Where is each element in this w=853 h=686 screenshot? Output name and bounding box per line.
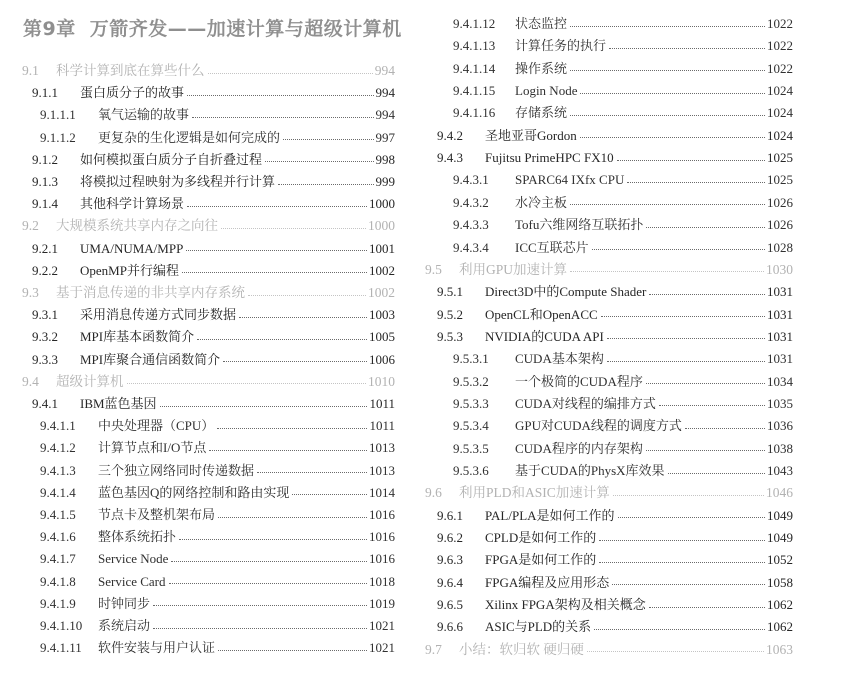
toc-entry-title: CUDA程序的内存架构	[515, 440, 643, 456]
toc-entry-number: 9.4.3.2	[453, 194, 489, 210]
toc-entry-page: 1000	[369, 196, 395, 212]
toc-entry[interactable]	[22, 371, 395, 393]
dot-leader	[239, 317, 367, 318]
dot-leader	[570, 271, 764, 272]
toc-entry-number: 9.2.1	[32, 240, 58, 256]
toc-entry-title: 一个极简的CUDA程序	[515, 373, 643, 389]
toc-entry-title: 大规模系统共享内存之向往	[56, 218, 218, 234]
toc-entry-title: IBM蓝色基因	[80, 396, 157, 411]
toc-entry[interactable]	[32, 238, 395, 260]
dot-leader	[570, 70, 765, 71]
chapter-name: 万箭齐发——加速计算与超级计算机	[89, 18, 402, 40]
toc-entry-title: Service Node	[98, 551, 169, 567]
toc-entry-number: 9.4.1.8	[40, 573, 76, 589]
toc-entry[interactable]	[32, 393, 395, 415]
toc-entry-page: 1000	[368, 218, 395, 234]
toc-entry[interactable]	[437, 125, 793, 147]
dot-leader	[580, 93, 765, 94]
toc-entry-number: 9.6.2	[437, 530, 463, 546]
toc-entry-page: 1049	[767, 530, 793, 546]
toc-entry-number: 9.4.1.2	[40, 440, 76, 456]
toc-entry-page: 1031	[767, 351, 793, 367]
toc-entry-page: 1038	[767, 440, 793, 456]
dot-leader	[153, 605, 367, 606]
toc-entry-number: 9.5.2	[437, 306, 463, 322]
toc-entry-number: 9.6.1	[437, 507, 463, 523]
toc-entry[interactable]	[453, 460, 793, 482]
toc-entry-page: 1062	[767, 619, 793, 635]
toc-entry[interactable]	[40, 104, 395, 126]
dot-leader	[646, 383, 765, 384]
toc-entry-page: 1031	[767, 306, 793, 322]
toc-entry-number: 9.5.3.5	[453, 440, 489, 456]
dot-leader	[153, 628, 367, 629]
dot-leader	[187, 206, 367, 207]
dot-leader	[208, 73, 373, 74]
toc-entry-title: 将模拟过程映射为多线程并行计算	[80, 174, 276, 189]
toc-entry[interactable]	[453, 393, 793, 415]
dot-leader	[601, 316, 765, 317]
toc-entry-title: 科学计算到底在算些什么	[56, 63, 205, 78]
toc-entry-number: 9.4.1.13	[453, 38, 496, 54]
toc-entry-title: MPI库基本函数简介	[80, 329, 195, 345]
dot-leader	[599, 540, 765, 541]
dot-leader	[649, 294, 765, 295]
toc-entry-title: 软件安装与用户认证	[98, 640, 216, 656]
toc-entry[interactable]	[22, 282, 395, 304]
toc-entry-number: 9.4.3.3	[453, 217, 489, 233]
toc-entry-page: 1013	[369, 440, 395, 456]
toc-entry-page: 1024	[767, 105, 793, 121]
toc-entry-page: 1036	[767, 418, 793, 434]
toc-entry[interactable]	[32, 82, 395, 104]
toc-entry-number: 9.4.1.4	[40, 484, 76, 500]
toc-entry-page: 1016	[369, 529, 395, 545]
toc-entry-number: 9.6.4	[437, 574, 463, 590]
toc-entry-number: 9.6.3	[437, 552, 463, 568]
toc-entry-title: 其他科学计算场景	[80, 196, 185, 212]
dot-leader	[278, 184, 373, 185]
dot-leader	[218, 517, 367, 518]
toc-entry-number: 9.4.3	[437, 150, 463, 166]
toc-entry-page: 1022	[767, 60, 793, 76]
toc-entry[interactable]	[453, 237, 793, 259]
toc-entry-title: 超级计算机	[56, 373, 124, 389]
toc-entry-title: 小结：软归软 硬归硬	[459, 641, 584, 657]
toc-entry-page: 998	[375, 151, 395, 167]
toc-entry-page: 1052	[767, 552, 793, 568]
toc-entry-page: 1014	[369, 484, 395, 500]
dot-leader	[197, 339, 367, 340]
toc-entry-title: 更复杂的生化逻辑是如何完成的	[98, 129, 281, 145]
toc-entry[interactable]	[425, 259, 793, 281]
toc-entry[interactable]	[40, 415, 395, 437]
toc-entry-number: 9.1.4	[32, 196, 58, 212]
dot-leader	[218, 650, 367, 651]
toc-entry-page: 1002	[369, 262, 395, 278]
toc-entry-title: 利用GPU加速计算	[459, 261, 568, 277]
dot-leader	[612, 584, 765, 585]
toc-entry-page: 1006	[369, 351, 395, 367]
toc-entry-title: SPARC64 IXfx CPU	[515, 172, 625, 188]
dot-leader	[607, 338, 765, 339]
toc-entry[interactable]	[437, 572, 793, 594]
toc-entry-number: 9.1.1.2	[40, 129, 76, 145]
toc-entry-number: 9.6.6	[437, 619, 463, 635]
toc-entry-number: 9.5.3.6	[453, 463, 489, 478]
toc-entry-title: ASIC与PLD的关系	[485, 619, 592, 635]
dot-leader	[594, 629, 765, 630]
toc-entry[interactable]	[22, 215, 395, 237]
toc-entry-title: Direct3D中的Compute Shader	[485, 284, 647, 300]
toc-entry-page: 1005	[369, 329, 395, 345]
dot-leader	[187, 95, 373, 96]
dot-leader	[209, 450, 367, 451]
toc-entry-number: 9.4.1	[32, 396, 58, 411]
toc-entry-page: 1026	[767, 194, 793, 210]
chapter-number: 第9章	[23, 18, 76, 40]
toc-entry-page: 1019	[369, 595, 395, 611]
toc-entry-number: 9.1.3	[32, 174, 58, 189]
dot-leader	[570, 204, 765, 205]
toc-entry-title: MPI库聚合通信函数简介	[80, 351, 221, 367]
toc-entry[interactable]	[32, 193, 395, 215]
dot-leader	[283, 139, 373, 140]
toc-entry[interactable]	[437, 304, 793, 326]
toc-entry[interactable]	[453, 371, 793, 393]
toc-entry-number: 9.6.5	[437, 597, 463, 613]
dot-leader	[186, 250, 367, 251]
dot-leader	[613, 495, 764, 496]
toc-entry[interactable]	[22, 60, 395, 82]
dot-leader	[599, 562, 765, 563]
toc-entry-page: 1018	[369, 573, 395, 589]
dot-leader	[265, 161, 373, 162]
toc-entry-title: FPGA编程及应用形态	[485, 574, 610, 590]
toc-entry-page: 1024	[767, 83, 793, 99]
toc-entry-page: 997	[375, 129, 395, 145]
toc-entry-title: CUDA对线程的编排方式	[515, 395, 656, 411]
toc-entry-number: 9.4.2	[437, 127, 463, 143]
toc-entry-page: 1062	[767, 597, 793, 613]
toc-entry[interactable]	[40, 504, 395, 526]
toc-entry[interactable]	[437, 594, 793, 616]
toc-entry-title: 基于消息传递的非共享内存系统	[56, 285, 245, 300]
toc-entry-title: 蓝色基因Q的网络控制和路由实现	[98, 484, 290, 500]
toc-entry-title: 如何模拟蛋白质分子自折叠过程	[80, 151, 263, 167]
toc-entry-title: 节点卡及整机架布局	[98, 507, 216, 522]
toc-entry-number: 9.3.2	[32, 329, 58, 345]
toc-entry-title: 整体系统拓扑	[98, 529, 177, 545]
toc-entry-page: 1058	[767, 574, 793, 590]
toc-entry-title: Xilinx FPGA架构及相关概念	[485, 597, 646, 613]
toc-entry[interactable]	[32, 149, 395, 171]
toc-entry[interactable]	[453, 415, 793, 437]
toc-entry[interactable]	[40, 437, 395, 459]
toc-entry[interactable]	[437, 147, 793, 169]
toc-entry[interactable]	[453, 58, 793, 80]
toc-entry-title: CPLD是如何工作的	[485, 530, 597, 546]
toc-entry-number: 9.5.1	[437, 284, 463, 300]
toc-entry-number: 9.4.1.14	[453, 60, 496, 76]
toc-entry[interactable]	[40, 526, 395, 548]
toc-entry-number: 9.6	[425, 485, 442, 501]
dot-leader	[659, 405, 765, 406]
toc-entry-page: 1016	[369, 507, 395, 522]
dot-leader	[292, 494, 367, 495]
dot-leader	[580, 137, 765, 138]
toc-entry[interactable]	[32, 260, 395, 282]
toc-entry-page: 1030	[766, 261, 793, 277]
toc-entry[interactable]	[453, 214, 793, 236]
toc-entry-title: 利用PLD和ASIC加速计算	[459, 485, 610, 501]
toc-entry-title: UMA/NUMA/MPP	[80, 240, 184, 256]
dot-leader	[160, 406, 368, 407]
toc-entry[interactable]	[453, 80, 793, 102]
toc-entry-page: 999	[375, 174, 395, 189]
toc-entry-title: OpenMP并行编程	[80, 262, 179, 278]
toc-entry-number: 9.5.3.3	[453, 395, 489, 411]
dot-leader	[646, 450, 765, 451]
toc-entry-number: 9.4.1.10	[40, 618, 83, 633]
dot-leader	[685, 428, 765, 429]
toc-entry-title: OpenCL和OpenACC	[485, 306, 598, 322]
dot-leader	[570, 26, 765, 27]
toc-entry-title: Login Node	[515, 83, 578, 99]
toc-entry[interactable]	[40, 593, 395, 615]
toc-entry[interactable]	[437, 326, 793, 348]
toc-entry-page: 1016	[369, 551, 395, 567]
toc-entry[interactable]	[437, 616, 793, 638]
toc-entry[interactable]	[425, 482, 793, 504]
dot-leader	[182, 272, 367, 273]
toc-entry[interactable]	[453, 102, 793, 124]
dot-leader	[587, 651, 764, 652]
dot-leader	[171, 561, 367, 562]
dot-leader	[223, 361, 367, 362]
toc-entry[interactable]	[437, 549, 793, 571]
toc-entry-title: PAL/PLA是如何工作的	[485, 507, 615, 523]
toc-entry-number: 9.5	[425, 261, 442, 277]
toc-entry[interactable]	[453, 192, 793, 214]
toc-entry-page: 1025	[767, 172, 793, 188]
dot-leader	[618, 517, 765, 518]
toc-entry[interactable]	[425, 639, 793, 661]
toc-entry-page: 1049	[767, 507, 793, 523]
toc-entry-title: 状态监控	[515, 16, 568, 31]
dot-leader	[570, 115, 765, 116]
toc-entry-title: 蛋白质分子的故事	[80, 85, 185, 101]
dot-leader	[169, 583, 367, 584]
toc-entry-page: 1026	[767, 217, 793, 233]
toc-entry-number: 9.5.3.4	[453, 418, 489, 434]
toc-entry-page: 1001	[369, 240, 395, 256]
toc-entry[interactable]	[453, 35, 793, 57]
dot-leader	[127, 383, 367, 384]
dot-leader	[646, 227, 765, 228]
toc-entry[interactable]	[40, 482, 395, 504]
toc-entry-number: 9.2.2	[32, 262, 58, 278]
toc-entry-number: 9.4.1.12	[453, 16, 496, 31]
toc-entry-number: 9.1.2	[32, 151, 58, 167]
toc-entry-title: FPGA是如何工作的	[485, 552, 597, 568]
toc-entry-page: 1022	[767, 38, 793, 54]
toc-entry-title: 时钟同步	[98, 595, 151, 611]
toc-entry-title: 采用消息传递方式同步数据	[80, 307, 237, 323]
toc-entry-number: 9.4.1.6	[40, 529, 76, 545]
dot-leader	[649, 607, 765, 608]
toc-entry-number: 9.1.1.1	[40, 107, 76, 123]
toc-entry-page: 1022	[767, 16, 793, 31]
toc-entry[interactable]	[40, 637, 395, 659]
toc-entry-title: CUDA基本架构	[515, 351, 604, 367]
toc-entry-title: 氧气运输的故事	[98, 107, 190, 123]
toc-entry-number: 9.4.1.5	[40, 507, 76, 522]
toc-entry-page: 1063	[766, 641, 793, 657]
toc-entry-page: 1025	[767, 150, 793, 166]
toc-entry-number: 9.4.3.1	[453, 172, 489, 188]
toc-entry-number: 9.5.3.2	[453, 373, 489, 389]
toc-entry-title: 计算任务的执行	[515, 38, 607, 54]
toc-entry-number: 9.4.1.7	[40, 551, 76, 567]
toc-entry-page: 1021	[369, 618, 395, 633]
toc-entry[interactable]	[40, 615, 395, 637]
toc-entry[interactable]	[453, 348, 793, 370]
toc-entry-number: 9.4.1.3	[40, 462, 76, 478]
toc-entry-page: 1028	[767, 239, 793, 255]
toc-entry-title: ICC互联芯片	[515, 239, 589, 255]
toc-entry-title: Service Card	[98, 573, 166, 589]
toc-entry[interactable]	[437, 527, 793, 549]
toc-entry-number: 9.3	[22, 285, 39, 300]
toc-entry-number: 9.5.3	[437, 328, 463, 344]
toc-entry-title: 操作系统	[515, 60, 568, 76]
dot-leader	[217, 428, 367, 429]
toc-entry-page: 994	[375, 85, 395, 101]
toc-entry-number: 9.1	[22, 63, 39, 78]
toc-entry-number: 9.3.3	[32, 351, 58, 367]
dot-leader	[607, 361, 765, 362]
toc-entry-number: 9.4.1.1	[40, 418, 76, 434]
dot-leader	[592, 249, 765, 250]
toc-entry[interactable]	[40, 548, 395, 570]
dot-leader	[617, 160, 765, 161]
toc-entry-page: 1043	[767, 463, 793, 478]
dot-leader	[609, 48, 765, 49]
toc-entry[interactable]	[453, 169, 793, 191]
dot-leader	[192, 117, 373, 118]
toc-entry-page: 1011	[369, 418, 395, 434]
toc-entry[interactable]	[437, 505, 793, 527]
toc-entry-page: 994	[374, 63, 395, 78]
toc-entry-page: 1031	[767, 284, 793, 300]
toc-entry-page: 1035	[767, 395, 793, 411]
toc-entry-page: 1003	[369, 307, 395, 323]
toc-entry-title: 计算节点和I/O节点	[98, 440, 207, 456]
toc-entry[interactable]	[453, 13, 793, 35]
toc-entry-title: 中央处理器（CPU）	[98, 418, 215, 434]
dot-leader	[627, 182, 765, 183]
toc-entry[interactable]	[32, 326, 395, 348]
toc-entry-page: 1046	[766, 485, 793, 501]
toc-entry-number: 9.4.1.15	[453, 83, 496, 99]
toc-entry-number: 9.1.1	[32, 85, 58, 101]
toc-entry-page: 1021	[369, 640, 395, 656]
toc-entry[interactable]	[32, 349, 395, 371]
toc-entry-page: 1031	[767, 328, 793, 344]
toc-entry-page: 1011	[369, 396, 395, 411]
toc-entry-number: 9.4.1.9	[40, 595, 76, 611]
dot-leader	[257, 472, 367, 473]
toc-entry-page: 994	[375, 107, 395, 123]
dot-leader	[668, 473, 765, 474]
toc-entry-page: 1010	[368, 373, 395, 389]
toc-entry-number: 9.7	[425, 641, 442, 657]
toc-entry-number: 9.4	[22, 373, 39, 389]
toc-entry[interactable]	[453, 438, 793, 460]
toc-entry-title: 三个独立网络同时传递数据	[98, 462, 255, 478]
toc-entry-page: 1013	[369, 462, 395, 478]
toc-entry-number: 9.2	[22, 218, 39, 234]
toc-entry-title: 基于CUDA的PhysX库效果	[515, 463, 665, 478]
toc-entry-number: 9.4.3.4	[453, 239, 489, 255]
toc-entry[interactable]	[40, 571, 395, 593]
toc-entry[interactable]	[32, 304, 395, 326]
dot-leader	[221, 228, 366, 229]
toc-entry-title: 水冷主板	[515, 194, 568, 210]
toc-entry-title: NVIDIA的CUDA API	[485, 328, 604, 344]
toc-entry-number: 9.5.3.1	[453, 351, 489, 367]
toc-entry-title: 圣地亚哥Gordon	[485, 127, 577, 143]
dot-leader	[179, 539, 367, 540]
toc-entry-page: 1034	[767, 373, 793, 389]
toc-entry[interactable]	[32, 171, 395, 193]
toc-entry-title: GPU对CUDA线程的调度方式	[515, 418, 682, 434]
toc-entry-title: Tofu六维网络互联拓扑	[515, 217, 644, 233]
toc-entry-number: 9.4.1.11	[40, 640, 82, 656]
toc-entry-page: 1024	[767, 127, 793, 143]
toc-entry[interactable]	[40, 127, 395, 149]
toc-entry-title: 存储系统	[515, 105, 568, 121]
chapter-title	[23, 14, 402, 41]
toc-entry-number: 9.4.1.16	[453, 105, 496, 121]
toc-entry-title: 系统启动	[98, 618, 151, 633]
toc-entry[interactable]	[40, 460, 395, 482]
toc-entry-number: 9.3.1	[32, 307, 58, 323]
toc-entry-page: 1002	[368, 285, 395, 300]
toc-entry[interactable]	[437, 281, 793, 303]
toc-entry-title: Fujitsu PrimeHPC FX10	[485, 150, 614, 166]
dot-leader	[248, 295, 366, 296]
